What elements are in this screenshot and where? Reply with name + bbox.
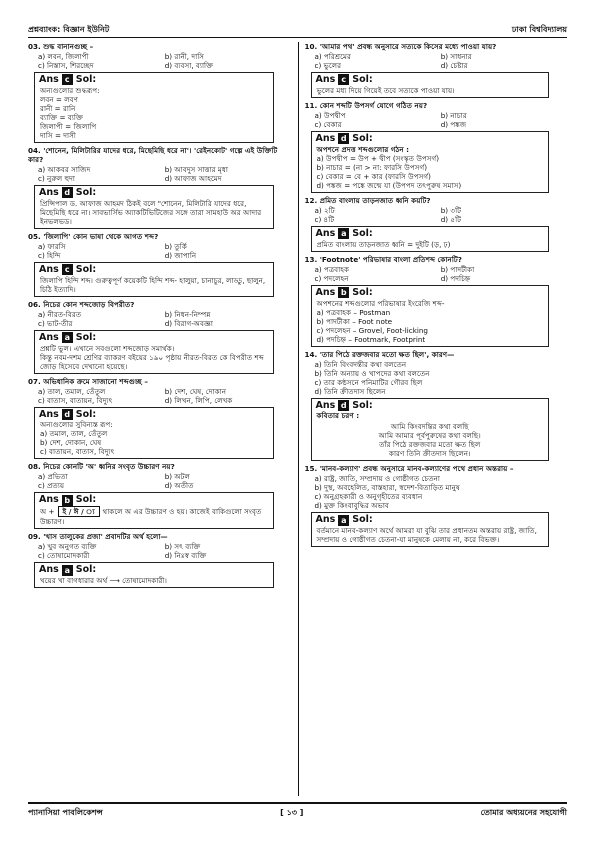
options-list [305, 265, 568, 283]
solution-label: Sol: [75, 408, 97, 420]
solution-line: b) দেশ, দোকান, ঘেষ [40, 438, 102, 448]
answer-label: Ans [39, 494, 59, 506]
option-item: d) ৫টি [440, 214, 462, 224]
solution-line: a) পত্রবাহক – Postman [316, 307, 391, 317]
option-item: a) আকবর সাজিদ [38, 164, 91, 174]
option-item: c) অনুগ্রহকারী ও অনুগৃহীতের ব্যবধান [314, 492, 423, 502]
solution-label: Sol: [75, 186, 97, 198]
solution-line: বর্তমানে মানব-কল্যাণ অর্থে আমরা যা বুঝি তার প্রধানতম অন্তরায় রাষ্ট্র, জাতি, সম্প্রদায় ও গোষ্ঠীগত চেতনা-যা মানুষকে মেলায় না, করে বিভক্ত। [316, 526, 537, 545]
option-item: b) রানী, দাসি [164, 52, 205, 61]
answer-box [34, 492, 274, 529]
answer-letter: d [338, 133, 349, 144]
question-block [28, 377, 292, 460]
solution-label: Sol: [75, 494, 97, 506]
answer-letter: c [62, 74, 73, 85]
solution-line: প্রিন্সিপাল ড. আফাজ আহমদ ঠিকই বলে "শোনেন, মিলিটারি যাদের ধরে, মিছেমিছি ধরে না। সাবভার্সিভ অ্যাকটিভিটিজের সঙ্গে তারা সামহাউ অর আদার ইনভলভড। [40, 198, 262, 226]
answer-header [316, 228, 545, 240]
solution-line [39, 506, 269, 526]
question-title: 10. 'আমার পথ' প্রবন্ধ অনুসারে সত্যকে কিসের মধ্যে পাওয়া যায়? [304, 42, 497, 51]
answer-label: Ans [39, 263, 59, 275]
answer-box [34, 562, 274, 588]
option-item: c) পদলেহন [314, 273, 349, 283]
option-item: a) তিনি বিংবদন্তীর কথা বলতেন [314, 359, 407, 369]
poem-line: আমি আমার পূর্বপুরুষের কথা বলছি। [378, 431, 481, 441]
option-item: b) পাদটীকা [440, 264, 475, 274]
question-title: 08. নিচের কোনটি 'অ' ধ্বনির সংবৃত উচ্চারণ নয়? [28, 462, 175, 472]
option-item: c) ভুলের [314, 61, 342, 70]
option-item: b) সৎ ব্যক্তি [164, 542, 201, 552]
option-item: d) অতীত [164, 481, 194, 491]
answer-box [311, 72, 550, 98]
option-item: b) ৩টি [440, 205, 462, 215]
question-block [28, 462, 292, 529]
option-item: b) দেশ, ঘেষ, দোকান [164, 386, 226, 396]
answer-label: Ans [39, 564, 59, 576]
answer-letter: d [62, 409, 73, 420]
solution-line: লবন = লবণ [40, 94, 78, 104]
option-item: a) নীরত-বিরত [38, 309, 82, 319]
question-block [305, 101, 568, 193]
question-block [28, 146, 292, 229]
question-title: 14. 'তার পিঠে রক্তজবার মতো ক্ষত ছিল', কারণ— [304, 349, 455, 359]
answer-header [39, 409, 269, 421]
answer-box [34, 407, 274, 460]
answer-letter: d [338, 400, 349, 411]
option-item: b) তুর্কি [164, 241, 187, 251]
question-block [305, 42, 568, 98]
answer-label: Ans [315, 286, 336, 298]
answer-header [39, 264, 269, 276]
option-item: a) ২টি [314, 205, 335, 215]
solution-line: অন্যগুলোর সুবিন্যস্ত রূপ: [40, 420, 113, 430]
solution-line: a) তমাল, তাল, তেঁতুল [40, 429, 108, 439]
answer-header [316, 133, 545, 145]
solution-line: জিলাপি হিন্দি শব্দ। গুরুত্বপূর্ণ কয়েকটি হিন্দি শব্দ- হালুয়া, চানাচুর, লাড্ডু, ছালুন, চিঠি ইত্যাদি। [40, 275, 266, 294]
option-item: a) প্রভিতা [38, 472, 68, 482]
option-item: a) খুব অনুগত ব্যক্তি [38, 542, 97, 552]
answer-letter: a [338, 228, 349, 239]
option-item: b) দুস্থ, অবহেলিত, বাস্তহারা, স্বদেশ-বিতাড়িত মানুষ [314, 483, 460, 493]
question-title: 04. 'শোনেন, মিলিটারির যাদের ধরে, মিছেমিছি ধরে না'। 'রেইনকোট' গল্পে এই উক্তিটি কার? [28, 145, 278, 164]
answer-label: Ans [39, 74, 59, 85]
option-item: b) সাধনার [440, 52, 472, 61]
answer-header [39, 332, 269, 344]
option-item: a) ফারসি [38, 241, 66, 251]
option-item: b) নাচার [440, 110, 467, 120]
answer-label: Ans [315, 514, 336, 526]
solution-line: জিলাপী = জিলাপি [40, 121, 97, 131]
page-footer [28, 802, 567, 820]
vowel-sign-box: ই / ঈ / ্য [58, 506, 100, 517]
option-item: b) আবদুস সাত্তার মৃধা [164, 164, 228, 174]
solution-label: Sol: [352, 132, 373, 144]
option-item: d) লিখন, লিপি, লেখক [164, 395, 233, 405]
answer-header [39, 74, 269, 86]
content-columns [28, 42, 567, 796]
options-list [305, 360, 568, 396]
answer-letter: b [338, 287, 349, 298]
solution-label: Sol: [352, 399, 373, 411]
solution-line: প্রমিত বাংলায় তাড়নজাত ধ্বনি = দুইটি (ড়, ঢ়) [316, 239, 451, 249]
question-title: 13. 'Footnote' পরিভাষার বাংলা প্রতিশব্দ কোনটি? [304, 254, 462, 264]
option-item: d) মুক্ত কিংবাবুদ্ধির অভাব [314, 501, 389, 511]
answer-box [34, 185, 274, 229]
options-list [28, 542, 292, 560]
option-item: c) ভাট-তীর [38, 318, 73, 328]
option-item: d) জাপানি [164, 250, 197, 260]
solution-label: Sol: [352, 286, 373, 298]
solution-line: c) বেকার = বে + কার (ফারসি উপসর্গ) [316, 171, 431, 181]
header-left-title: প্রশ্নব্যাংক: বিজ্ঞান ইউনিট [28, 25, 110, 34]
answer-box [311, 285, 550, 347]
question-title: 03. শুদ্ধ বানানগুচ্ছ – [28, 42, 94, 51]
option-item: c) হিন্দি [38, 250, 61, 260]
option-item: a) পরিশ্রমের [314, 52, 351, 61]
question-title: 06. নিচের কোন শব্দজোড় বিপরীত? [28, 299, 135, 309]
options-list [28, 310, 292, 328]
solution-line: ভুলের মধ্য দিয়ে গিয়েই তবে সত্যকে পাওয়া যায়। [316, 85, 455, 95]
option-item: d) চেষ্টার [440, 61, 468, 70]
option-item: a) পত্রবাহক [314, 264, 350, 274]
options-list [28, 165, 292, 183]
answer-label: Ans [315, 132, 336, 144]
answer-header [39, 494, 269, 506]
solution-line: খয়ের খা বাগধারার অর্থ ⟶ তোষামোদকারী। [40, 576, 167, 586]
answer-letter: d [62, 187, 73, 198]
header-right-title: ঢাকা বিশ্ববিদ্যালয় [511, 25, 567, 34]
answer-header [316, 74, 545, 86]
option-item: d) পদচিহ্ন [440, 273, 471, 283]
solution-label: Sol: [75, 331, 97, 343]
solution-line: রানী = রানি [40, 103, 76, 113]
option-item: d) বিরাগ-অবজ্ঞা [164, 318, 213, 328]
option-item: d) পঙ্কজ [440, 119, 467, 129]
question-block [305, 196, 568, 252]
question-title: 09. 'খাস তালুকের প্রজা' প্রবাদটির অর্থ হলো— [28, 532, 168, 542]
solution-line: b) পাদটীকা – Foot note [316, 316, 393, 326]
option-item: d) আফাজ আহমেদ [164, 173, 222, 183]
question-title: 05. 'জিলাপি' কোন ভাষা থেকে আগত শব্দ? [28, 231, 159, 241]
footer-tagline: তোমার অধ্যয়নের সহযোগী [480, 808, 567, 817]
answer-label: Ans [315, 74, 336, 85]
answer-header [39, 187, 269, 199]
solution-line: d) পদচিহ্ন – Footmark, Footprint [316, 334, 426, 344]
answer-header [316, 287, 545, 299]
poem-line: তাঁর পিঠে রক্তজবার মতো ক্ষত ছিল [379, 440, 481, 450]
options-list [28, 472, 292, 490]
answer-label: Ans [315, 399, 336, 411]
option-item: c) নিস্তাস, শিরচ্ছেদ [38, 61, 94, 70]
answer-label: Ans [315, 227, 336, 239]
option-item: b) নিধন-নিম্পন্ন [164, 309, 211, 319]
option-item: c) বাতাস, বাতায়ন, বিদ্যুৎ [38, 395, 113, 405]
solution-label: Sol: [352, 514, 373, 526]
question-title: 11. কোন শব্দটি উপসর্গ যোগে গঠিত নয়? [304, 100, 428, 110]
solution-label: Sol: [75, 263, 97, 275]
solution-line: ব্যাক্তি = ব্যক্তি [40, 112, 83, 122]
solution-line: দাসি = দাসী [40, 130, 76, 140]
answer-letter: c [338, 74, 349, 85]
answer-header [39, 564, 269, 576]
poem-lines [316, 422, 545, 458]
answer-label: Ans [39, 186, 59, 198]
poem-line: আমি কিংবদন্তির কথা বলছি [390, 422, 469, 432]
question-block [305, 464, 568, 547]
solution-line: কিন্তু নবম-দশম শ্রেণির ব্যাকরণ বইয়ের ১৯০ পৃষ্ঠায় নীরত-বিরত কে বিপরীত শব্দ জোড় হিসেবে দেখানো হয়েছে। [40, 352, 264, 371]
options-list [28, 52, 292, 70]
options-list [305, 111, 568, 129]
answer-box [311, 512, 550, 547]
option-item: c) ৪টি [314, 214, 335, 224]
solution-prefix: অ + [40, 507, 55, 517]
answer-box [34, 330, 274, 374]
answer-box [311, 226, 550, 252]
options-list [305, 206, 568, 224]
solution-label: Sol: [352, 74, 373, 85]
answer-box [311, 398, 550, 462]
question-title: 07. অভিধানিক ক্রমে সাজানো শব্দগুচ্ছ – [28, 376, 148, 386]
question-block [28, 300, 292, 374]
answer-header [316, 514, 545, 526]
question-block [28, 42, 292, 143]
solution-text: থাকলে অ এর উচ্চারণ ও হয়। কাজেই বাকিগুলো সংবৃত উচ্চারণ। [40, 507, 262, 527]
page-header [28, 22, 567, 38]
option-item: c) বেকার [314, 119, 342, 129]
answer-box [34, 72, 274, 143]
answer-letter: c [62, 264, 73, 275]
option-item: b) অটল [164, 472, 190, 482]
solution-heading: অপশনে প্রদত্ত শব্দগুলোর গঠন : [316, 144, 409, 154]
option-item: d) ব্যবসা, ব্যাক্তি [164, 61, 214, 70]
page-number: [ ১৩ ] [280, 808, 304, 817]
solution-line: b) নাচার = (না > না: ফারসি উপসর্গ) [316, 162, 428, 172]
answer-box [311, 131, 550, 193]
options-list [305, 52, 568, 70]
answer-letter: b [62, 495, 73, 506]
options-list [28, 387, 292, 405]
solution-line: অন্যগুলোর শুদ্ধরূপ: [40, 85, 100, 95]
solution-line: অপশনের শব্দগুলোর পরিভাষার ইংরেজি শব্দ- [316, 298, 445, 308]
option-item: a) তাল, তমাল, তেঁতুল [38, 386, 106, 396]
solution-line: প্রশ্নটি ভুল। এখানে সবগুলো শব্দজোড় সমার্থক। [40, 343, 175, 353]
option-item: d) তিনি ক্রীতদাস ছিলেন [314, 386, 386, 396]
option-item: b) তিনি অন্যায় ও খাপদের কথা বলতেন [314, 368, 430, 378]
solution-line: d) পঙ্কজ = পঙ্কে জন্মে যা (উপপদ তৎপুরুষ সমাস) [316, 180, 462, 190]
answer-header [316, 400, 545, 412]
answer-letter: a [338, 515, 349, 526]
solution-label: Sol: [352, 227, 373, 239]
answer-label: Ans [39, 331, 59, 343]
solution-line: a) উপদ্বীপ = উপ + দ্বীপ (সংস্কৃত উপসর্গ) [316, 153, 440, 163]
answer-letter: a [62, 332, 73, 343]
question-block [305, 255, 568, 347]
left-column [28, 42, 298, 796]
solution-line: c) বাতায়ন, বাতাস, বিদ্যুৎ [40, 447, 115, 457]
option-item: a) লবন, জিলাপী [38, 52, 89, 61]
answer-label: Ans [39, 408, 59, 420]
question-block [28, 532, 292, 588]
option-item: c) প্রত্যয় [38, 481, 65, 491]
question-block [305, 350, 568, 462]
option-item: a) উপদ্বীপ [314, 110, 346, 120]
question-block [28, 232, 292, 297]
answer-letter: a [62, 565, 73, 576]
question-title: 15. 'মানব-কল্যাণ' প্রবন্ধ অনুসারে মানব-কল্যাণের পথে প্রধান অন্তরায় – [304, 464, 514, 474]
poem-line: কারণ তিনি ক্রীতদাস ছিলেন। [388, 449, 471, 459]
footer-publisher: প্যানাসিয়া পাবলিকেশন্স [28, 808, 103, 817]
options-list [305, 474, 568, 510]
question-title: 12. প্রমিত বাংলায় তাড়নজাত ধ্বনি কয়টি? [304, 195, 431, 205]
solution-line: c) পদলেহন – Grovel, Foot-licking [316, 325, 428, 335]
solution-label: Sol: [75, 74, 97, 85]
option-item: d) নিঃস্ব ব্যক্তি [164, 551, 207, 561]
options-list [28, 242, 292, 260]
option-item: c) নুরুল হুদা [38, 173, 75, 183]
option-item: c) তোষামোদকারী [38, 551, 90, 561]
solution-label: Sol: [75, 564, 97, 576]
right-column [298, 42, 568, 796]
solution-heading: কবিতার চরণ : [316, 411, 360, 421]
option-item: a) রাষ্ট্র, জাতি, সম্প্রদায় ও গোষ্ঠীগত চেতনা [314, 474, 440, 484]
option-item: c) তার কন্ঠসনে পনিমাটির গৌরব ছিল [314, 377, 423, 387]
answer-box [34, 262, 274, 297]
